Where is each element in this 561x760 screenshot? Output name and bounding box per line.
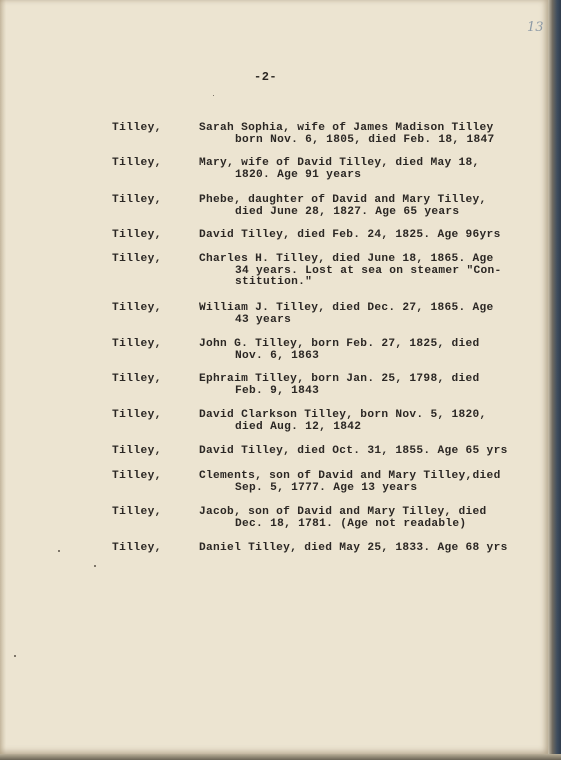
entry-line: John G. Tilley, born Feb. 27, 1825, died [199,338,480,350]
entry-surname: Tilley, [112,253,162,265]
entry-description [199,254,519,289]
entry-description [199,303,519,326]
entry-surname: Tilley, [112,229,162,241]
page-bottom-edge [0,754,561,760]
ink-speck [14,655,16,657]
entry-description [199,158,519,181]
entry-surname: Tilley, [112,373,162,385]
entry-description [199,195,519,218]
entry-description [199,230,519,242]
folio-mark: 13 [527,20,544,35]
page-number: -2- [254,70,278,84]
entry-line: Daniel Tilley, died May 25, 1833. Age 68 yrs [199,542,508,554]
entry-surname: Tilley, [112,157,162,169]
entry-line: Charles H. Tilley, died June 18, 1865. Age [199,253,494,265]
entry-description [199,543,519,555]
page-binding-edge [548,0,561,760]
entry-description [199,374,519,397]
entry-line: Ephraim Tilley, born Jan. 25, 1798, died [199,373,480,385]
entry-line: born Nov. 6, 1805, died Feb. 18, 1847 [235,133,495,146]
entry-surname: Tilley, [112,445,162,457]
entry-line: 43 years [235,313,292,326]
entry-surname: Tilley, [112,409,162,421]
entry-line: David Tilley, died Oct. 31, 1855. Age 65 yrs [199,445,508,457]
entry-line: Sarah Sophia, wife of James Madison Tilley [199,122,494,134]
ink-speck [58,550,60,552]
entry-surname: Tilley, [112,506,162,518]
entry-line: Dec. 18, 1781. (Age not readable) [235,517,467,530]
entry-line: 1820. Age 91 years [235,168,362,181]
entry-line: 34 years. Lost at sea on steamer "Con- [235,264,502,277]
entry-line: Sep. 5, 1777. Age 13 years [235,481,418,494]
ink-speck [213,95,214,96]
entry-line: Mary, wife of David Tilley, died May 18, [199,157,480,169]
entry-line: died Aug. 12, 1842 [235,420,362,433]
entry-line: Jacob, son of David and Mary Tilley, died [199,506,487,518]
entry-line: Nov. 6, 1863 [235,349,320,362]
entry-description [199,339,519,362]
entry-line: died June 28, 1827. Age 65 years [235,205,460,218]
entry-surname: Tilley, [112,338,162,350]
entry-description [199,446,519,458]
entry-line: Clements, son of David and Mary Tilley,died [199,470,501,482]
entry-description [199,507,519,530]
entry-description [199,123,519,146]
entry-line: David Clarkson Tilley, born Nov. 5, 1820, [199,409,487,421]
entry-surname: Tilley, [112,302,162,314]
entry-surname: Tilley, [112,542,162,554]
entry-description [199,410,519,433]
ink-speck [94,565,96,567]
entry-line: William J. Tilley, died Dec. 27, 1865. Age [199,302,494,314]
entry-line: stitution." [235,276,313,288]
entry-surname: Tilley, [112,122,162,134]
entry-description [199,471,519,494]
entry-surname: Tilley, [112,470,162,482]
entry-line: Feb. 9, 1843 [235,384,320,397]
entry-line: Phebe, daughter of David and Mary Tilley, [199,194,487,206]
entry-surname: Tilley, [112,194,162,206]
entry-line: David Tilley, died Feb. 24, 1825. Age 96yrs [199,229,501,241]
